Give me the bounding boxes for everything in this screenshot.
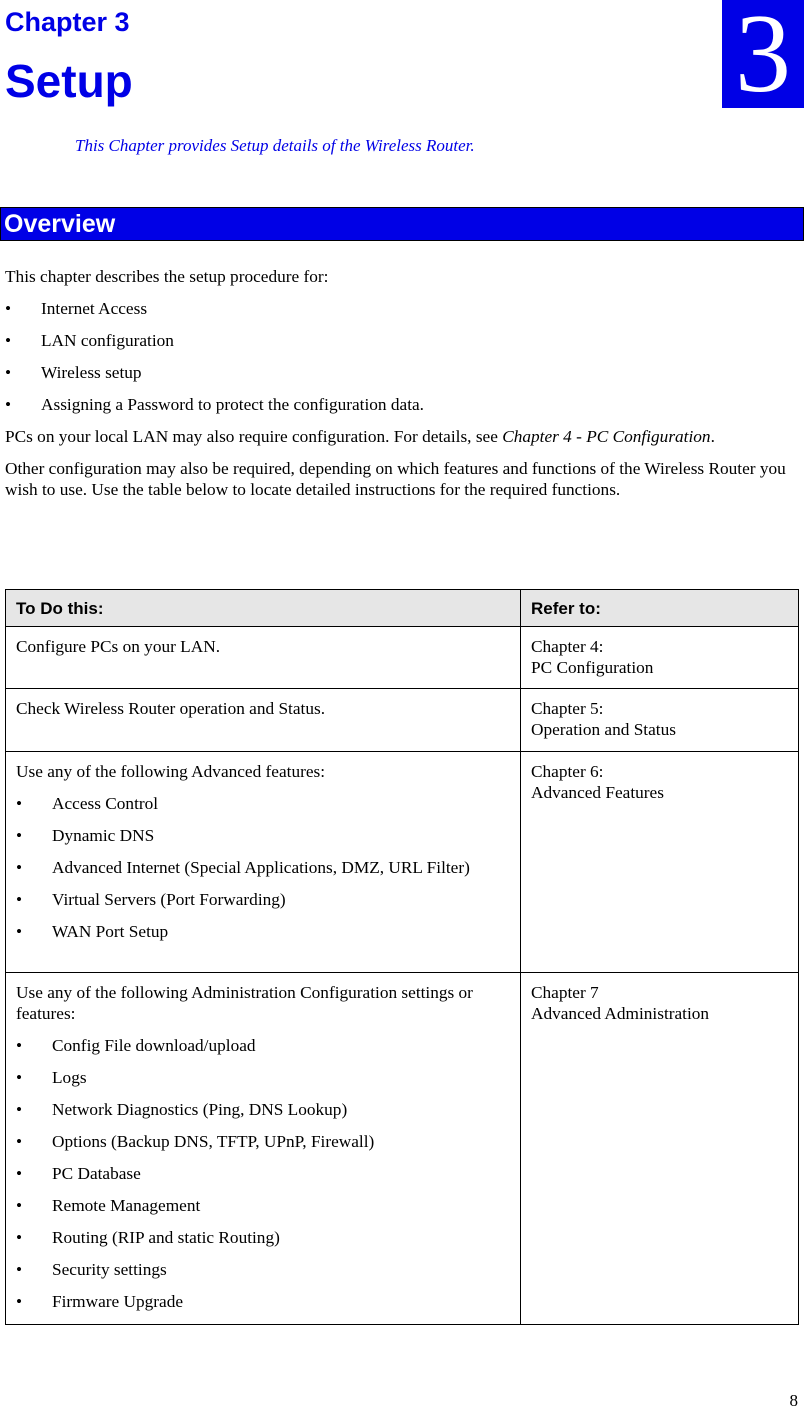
table-row	[6, 689, 799, 752]
reference-chapter: Chapter 5:	[531, 699, 604, 718]
chapter-number-badge: 3	[722, 0, 804, 108]
section-heading: Overview	[4, 210, 116, 238]
list-item: • Wireless setup	[5, 362, 800, 383]
reference-chapter: Chapter 4:	[531, 637, 604, 656]
administration-features-list	[16, 1035, 510, 1312]
task-cell	[6, 973, 521, 1325]
table-header-row	[6, 590, 799, 627]
column-header-reference: Refer to:	[521, 590, 799, 627]
list-item: • Remote Management	[16, 1195, 510, 1216]
overview-lead: This chapter describes the setup procedure for:	[5, 267, 329, 286]
reference-cell	[521, 689, 799, 752]
table-row	[6, 973, 799, 1325]
table-row	[6, 627, 799, 689]
chapter-title: Setup	[5, 55, 133, 107]
list-item: • Virtual Servers (Port Forwarding)	[16, 889, 510, 910]
reference-cell	[521, 973, 799, 1325]
setup-procedure-list	[5, 298, 800, 415]
advanced-features-list	[16, 793, 510, 942]
column-header-task: To Do this:	[6, 590, 521, 627]
pc-note-suffix: .	[710, 427, 715, 446]
pc-note-prefix: PCs on your local LAN may also require configuration. For details, see	[5, 427, 503, 446]
table-row	[6, 752, 799, 973]
list-item: • Assigning a Password to protect the configuration data.	[5, 394, 800, 415]
task-text: Use any of the following Administration Configuration settings or features:	[16, 983, 473, 1023]
chapter-reference: Chapter 4 - PC Configuration	[502, 427, 711, 446]
chapter-intro: This Chapter provides Setup details of the Wireless Router.	[75, 136, 475, 155]
list-item: • Config File download/upload	[16, 1035, 510, 1056]
reference-title: Operation and Status	[531, 720, 676, 739]
list-item: • Access Control	[16, 793, 510, 814]
list-item: • Logs	[16, 1067, 510, 1088]
reference-cell	[521, 752, 799, 973]
reference-title: Advanced Features	[531, 783, 664, 802]
list-item: • Internet Access	[5, 298, 800, 319]
reference-title: Advanced Administration	[531, 1004, 710, 1023]
section-heading-bar	[0, 207, 804, 241]
other-config-note: Other configuration may also be required, depending on which features and functions of the Wireless Router you wish to use. Use the table below to locate detailed instructions for the required functions.	[5, 459, 786, 499]
list-item: • Network Diagnostics (Ping, DNS Lookup)	[16, 1099, 510, 1120]
list-item: • Firmware Upgrade	[16, 1291, 510, 1312]
reference-cell	[521, 627, 799, 689]
task-cell	[6, 627, 521, 689]
list-item: • Routing (RIP and static Routing)	[16, 1227, 510, 1248]
list-item: • Options (Backup DNS, TFTP, UPnP, Firewall)	[16, 1131, 510, 1152]
reference-chapter: Chapter 6:	[531, 762, 604, 781]
task-cell	[6, 689, 521, 752]
list-item: • Advanced Internet (Special Applications, DMZ, URL Filter)	[16, 857, 510, 878]
overview-content	[5, 266, 800, 500]
task-text: Configure PCs on your LAN.	[16, 637, 221, 656]
list-item: • Security settings	[16, 1259, 510, 1280]
list-item: • LAN configuration	[5, 330, 800, 351]
reference-chapter: Chapter 7	[531, 983, 599, 1002]
reference-title: PC Configuration	[531, 658, 654, 677]
pc-config-note	[5, 426, 800, 447]
list-item: • WAN Port Setup	[16, 921, 510, 942]
list-item: • PC Database	[16, 1163, 510, 1184]
page-number: 8	[789, 1391, 798, 1410]
task-text: Check Wireless Router operation and Status.	[16, 699, 326, 718]
list-item: • Dynamic DNS	[16, 825, 510, 846]
reference-table	[5, 589, 799, 1325]
task-cell	[6, 752, 521, 973]
chapter-label: Chapter 3	[5, 7, 130, 37]
task-text: Use any of the following Advanced features:	[16, 762, 326, 781]
